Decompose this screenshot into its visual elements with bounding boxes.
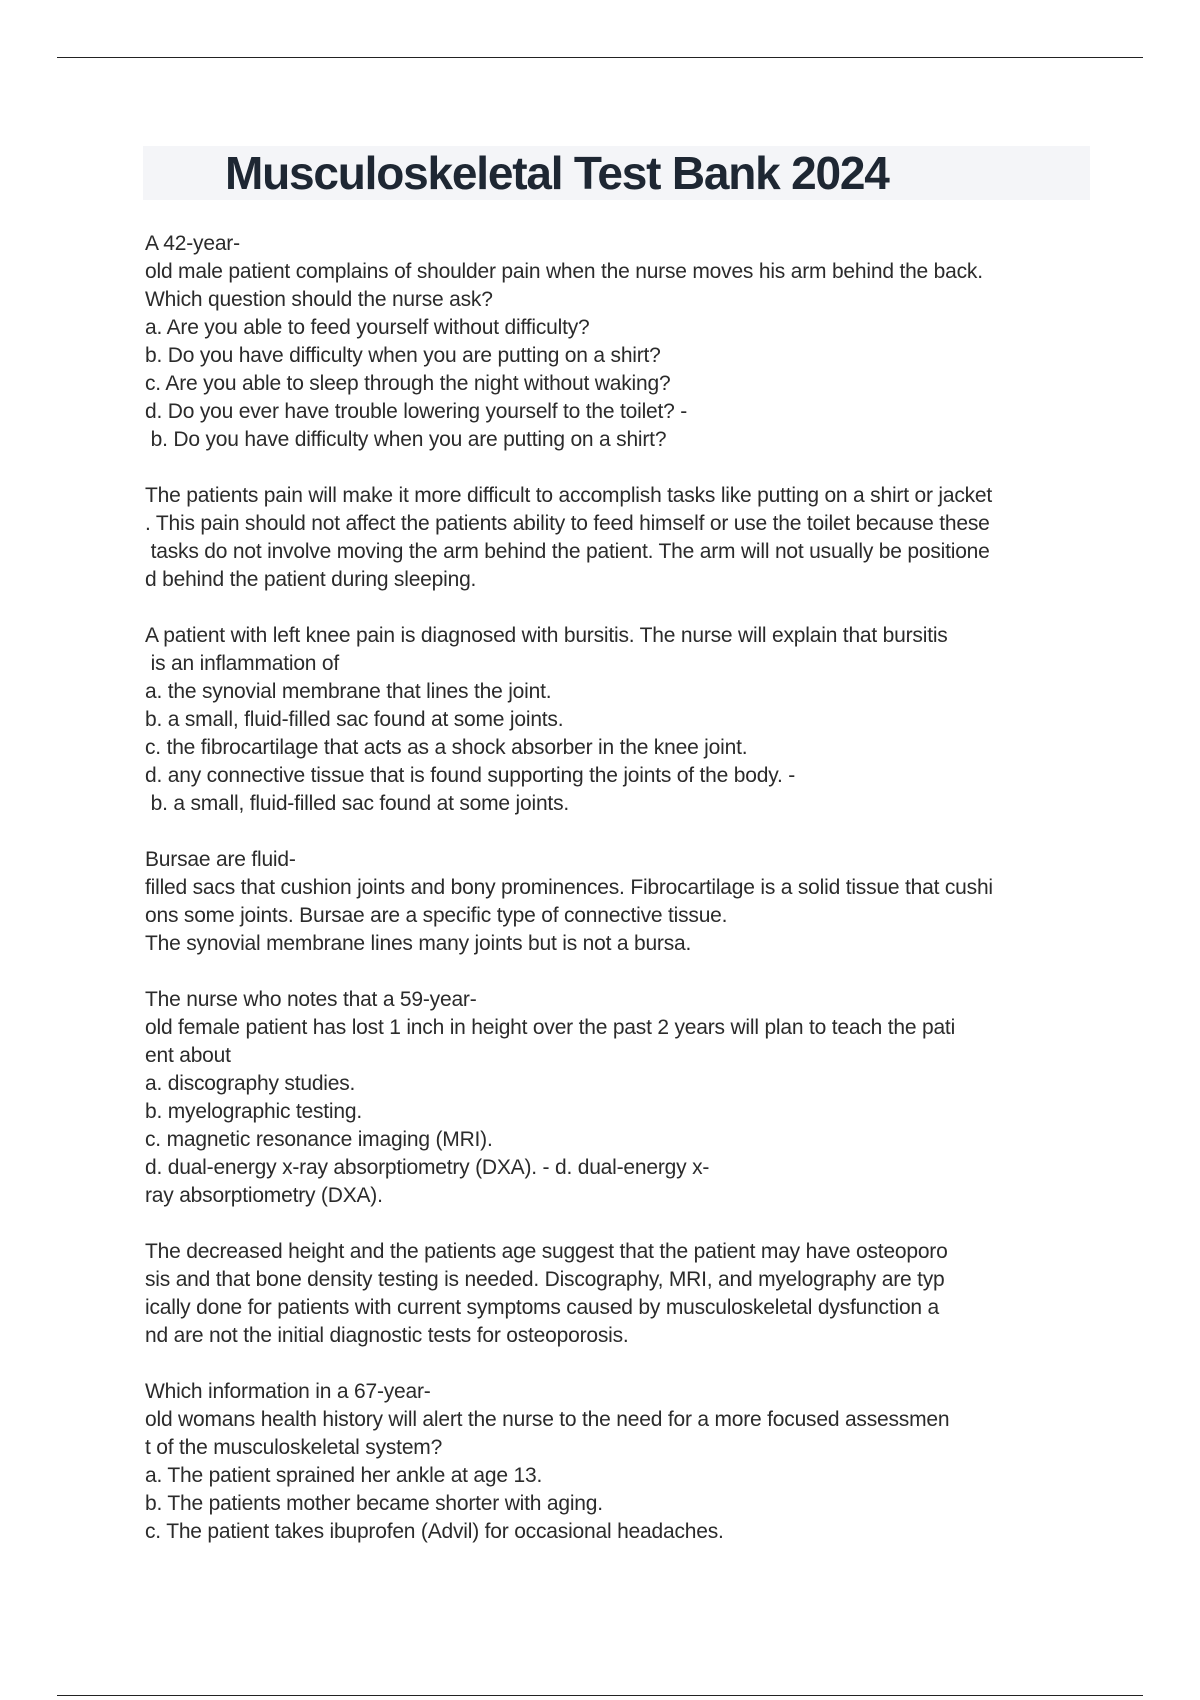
text-line: A 42-year-: [145, 232, 240, 255]
answer-option: b. The patients mother became shorter with aging.: [145, 1492, 603, 1515]
bottom-divider: [57, 1695, 1143, 1696]
document-body: [145, 230, 1145, 1546]
paragraph-gap: [145, 454, 1145, 482]
answer-option: c. The patient takes ibuprofen (Advil) for occasional headaches.: [145, 1520, 724, 1543]
text-line: ent about: [145, 1044, 231, 1067]
answer-option: c. magnetic resonance imaging (MRI).: [145, 1128, 493, 1151]
text-line: Bursae are fluid-: [145, 848, 296, 871]
rationale-block: [145, 1238, 1145, 1350]
text-line: A patient with left knee pain is diagnosed with bursitis. The nurse will explain that bursitis: [145, 624, 948, 647]
answer-option: d. any connective tissue that is found supporting the joints of the body. -: [145, 764, 796, 787]
text-line: old female patient has lost 1 inch in height over the past 2 years will plan to teach the pati: [145, 1016, 956, 1039]
text-line: old womans health history will alert the nurse to the need for a more focused assessmen: [145, 1408, 950, 1431]
text-line: ons some joints. Bursae are a specific type of connective tissue.: [145, 904, 728, 927]
answer-option: d. dual-energy x-ray absorptiometry (DXA). - d. dual-energy x-: [145, 1156, 710, 1179]
answer-option: b. myelographic testing.: [145, 1100, 362, 1123]
text-line: is an inflammation of: [145, 652, 340, 675]
text-line: The nurse who notes that a 59-year-: [145, 988, 477, 1011]
question-block: [145, 986, 1145, 1210]
answer-option: d. Do you ever have trouble lowering yourself to the toilet? -: [145, 400, 688, 423]
text-line: t of the musculoskeletal system?: [145, 1436, 443, 1459]
text-line: d behind the patient during sleeping.: [145, 568, 477, 591]
paragraph-gap: [145, 818, 1145, 846]
text-line: The decreased height and the patients age suggest that the patient may have osteoporo: [145, 1240, 948, 1263]
text-line: Which question should the nurse ask?: [145, 288, 493, 311]
question-block: [145, 1378, 1145, 1546]
text-line: . This pain should not affect the patients ability to feed himself or use the toilet because these: [145, 512, 990, 535]
answer-option: c. Are you able to sleep through the night without waking?: [145, 372, 671, 395]
answer-option: a. Are you able to feed yourself without difficulty?: [145, 316, 590, 339]
paragraph-gap: [145, 1210, 1145, 1238]
text-line: ically done for patients with current symptoms caused by musculoskeletal dysfunction a: [145, 1296, 940, 1319]
question-block: [145, 622, 1145, 818]
answer-option: a. the synovial membrane that lines the joint.: [145, 680, 552, 703]
answer-option: b. Do you have difficulty when you are putting on a shirt?: [145, 344, 661, 367]
answer-option: c. the fibrocartilage that acts as a shock absorber in the knee joint.: [145, 736, 748, 759]
answer-option: b. a small, fluid-filled sac found at some joints.: [145, 708, 564, 731]
answer-option: a. The patient sprained her ankle at age 13.: [145, 1464, 543, 1487]
correct-answer: b. Do you have difficulty when you are putting on a shirt?: [145, 428, 667, 451]
text-line: filled sacs that cushion joints and bony prominences. Fibrocartilage is a solid tissue that cushi: [145, 876, 993, 899]
text-line: sis and that bone density testing is needed. Discography, MRI, and myelography are typ: [145, 1268, 945, 1291]
rationale-block: [145, 846, 1145, 958]
correct-answer: b. a small, fluid-filled sac found at some joints.: [145, 792, 570, 815]
paragraph-gap: [145, 958, 1145, 986]
paragraph-gap: [145, 594, 1145, 622]
text-line: tasks do not involve moving the arm behind the patient. The arm will not usually be positione: [145, 540, 990, 563]
top-divider: [57, 57, 1143, 58]
text-line: Which information in a 67-year-: [145, 1380, 431, 1403]
document-title: Musculoskeletal Test Bank 2024: [225, 147, 889, 199]
text-line: The patients pain will make it more difficult to accomplish tasks like putting on a shirt or jacket: [145, 484, 993, 507]
rationale-block: [145, 482, 1145, 594]
paragraph-gap: [145, 1350, 1145, 1378]
answer-option: a. discography studies.: [145, 1072, 356, 1095]
correct-answer: ray absorptiometry (DXA).: [145, 1184, 383, 1207]
question-block: [145, 230, 1145, 454]
text-line: old male patient complains of shoulder pain when the nurse moves his arm behind the back.: [145, 260, 983, 283]
text-line: nd are not the initial diagnostic tests for osteoporosis.: [145, 1324, 629, 1347]
text-line: The synovial membrane lines many joints but is not a bursa.: [145, 932, 692, 955]
